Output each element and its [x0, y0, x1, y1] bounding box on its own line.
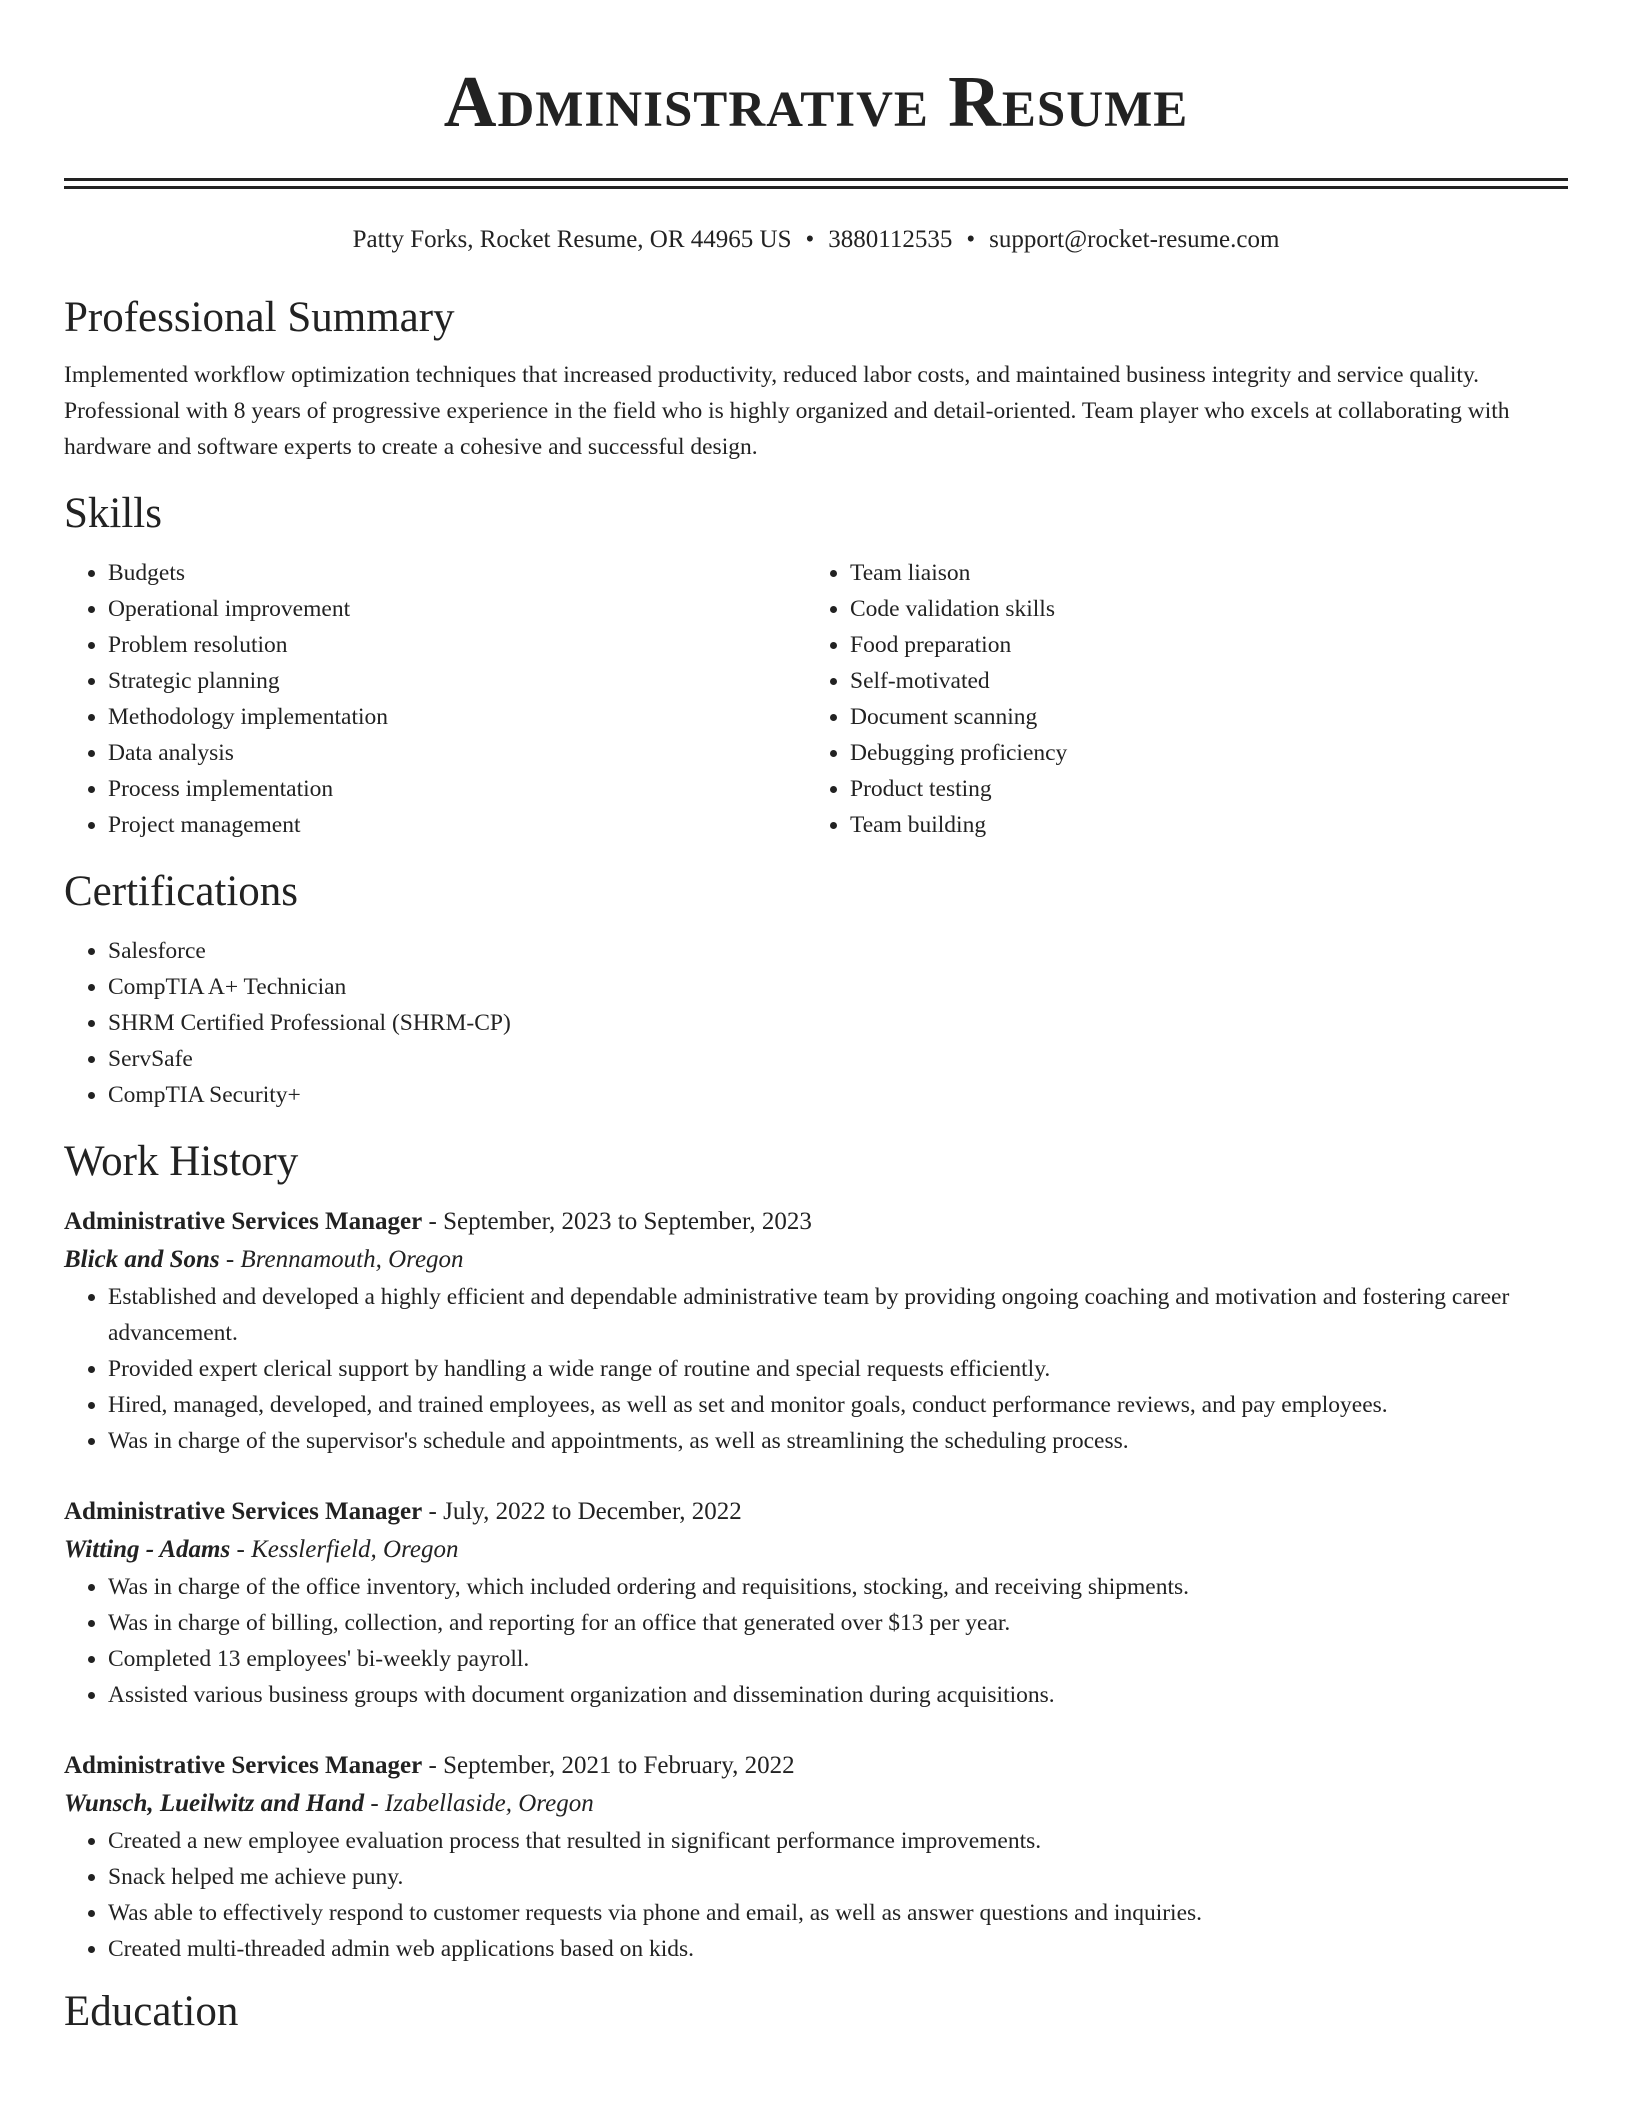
job-title-line: [64, 1203, 1568, 1241]
job-location: - Brennamouth, Oregon: [225, 1246, 464, 1273]
skill-item: • Strategic planning: [108, 663, 806, 699]
job-bullet: • Was able to effectively respond to customer requests via phone and email, as well as answer questions and inquiries.: [108, 1895, 1568, 1931]
contact-separator: •: [966, 226, 976, 253]
job-dates: - September, 2023 to September, 2023: [428, 1208, 812, 1235]
job-location: - Kesslerfield, Oregon: [236, 1536, 459, 1563]
summary-heading: Professional Summary: [64, 294, 455, 341]
certification-item: • Salesforce: [108, 933, 1568, 969]
skill-item: • Code validation skills: [850, 591, 1548, 627]
job-entry: [64, 1747, 1568, 1967]
skills-heading: Skills: [64, 490, 162, 537]
skill-item: • Methodology implementation: [108, 699, 806, 735]
certification-item: • CompTIA A+ Technician: [108, 969, 1568, 1005]
certification-item: • ServSafe: [108, 1041, 1568, 1077]
skills-column-left: [64, 555, 806, 843]
job-bullet: • Created a new employee evaluation process that resulted in significant performance improvements.: [108, 1823, 1568, 1859]
job-bullets: [64, 1279, 1568, 1459]
skill-item: • Product testing: [850, 771, 1548, 807]
job-bullet: • Created multi-threaded admin web applications based on kids.: [108, 1931, 1568, 1967]
job-company-line: [64, 1785, 1568, 1823]
skill-item: • Team liaison: [850, 555, 1548, 591]
job-dates: - September, 2021 to February, 2022: [428, 1752, 795, 1779]
work-history-heading: Work History: [64, 1138, 299, 1185]
skill-item: • Process implementation: [108, 771, 806, 807]
skills-list-right: [806, 555, 1548, 843]
job-location: - Izabellaside, Oregon: [370, 1790, 594, 1817]
job-entry: [64, 1203, 1568, 1459]
job-title: Administrative Services Manager: [64, 1498, 423, 1525]
contact-line: [64, 225, 1568, 255]
skill-item: • Budgets: [108, 555, 806, 591]
skill-item: • Operational improvement: [108, 591, 806, 627]
skill-item: • Data analysis: [108, 735, 806, 771]
contact-phone: 3880112535: [828, 226, 953, 253]
job-company: Wunsch, Lueilwitz and Hand: [64, 1790, 365, 1817]
job-bullet: • Snack helped me achieve puny.: [108, 1859, 1568, 1895]
job-bullets: [64, 1823, 1568, 1967]
job-company-line: [64, 1241, 1568, 1279]
job-bullet: • Provided expert clerical support by handling a wide range of routine and special requests efficiently.: [108, 1351, 1568, 1387]
job-bullet: • Was in charge of the supervisor's schedule and appointments, as well as streamlining the scheduling process.: [108, 1423, 1568, 1459]
skill-item: • Food preparation: [850, 627, 1548, 663]
skill-item: • Problem resolution: [108, 627, 806, 663]
certification-item: • SHRM Certified Professional (SHRM-CP): [108, 1005, 1568, 1041]
resume-title: Administrative Resume: [443, 61, 1189, 142]
education-heading: Education: [64, 1988, 239, 2035]
certifications-heading: Certifications: [64, 868, 299, 915]
certifications-list: [64, 933, 1568, 1113]
job-title: Administrative Services Manager: [64, 1752, 423, 1779]
skill-item: • Project management: [108, 807, 806, 843]
contact-email: support@rocket-resume.com: [989, 226, 1280, 253]
job-entry: [64, 1493, 1568, 1713]
skill-item: • Document scanning: [850, 699, 1548, 735]
skills-column-right: [806, 555, 1548, 843]
job-bullet: • Was in charge of billing, collection, and reporting for an office that generated over $13 per year.: [108, 1605, 1568, 1641]
job-title: Administrative Services Manager: [64, 1208, 423, 1235]
skill-item: • Team building: [850, 807, 1548, 843]
summary-text: Implemented workflow optimization techniques that increased productivity, reduced labor costs, and maintained business integrity and service quality. Professional with 8 years of progressive experience in the field who is highly organized and detail-oriented. Team player who excels at collaborating with hardware and software experts to create a cohesive and successful design.: [64, 362, 1510, 460]
job-title-line: [64, 1493, 1568, 1531]
skill-item: • Self-motivated: [850, 663, 1548, 699]
contact-separator: •: [805, 226, 815, 253]
job-bullet: • Established and developed a highly efficient and dependable administrative team by providing ongoing coaching and motivation and fostering career advancement.: [108, 1279, 1568, 1351]
job-company: Witting - Adams: [64, 1536, 231, 1563]
skills-list-left: [64, 555, 806, 843]
job-bullet: • Completed 13 employees' bi-weekly payroll.: [108, 1641, 1568, 1677]
certification-item: • CompTIA Security+: [108, 1077, 1568, 1113]
job-bullet: • Was in charge of the office inventory, which included ordering and requisitions, stocking, and receiving shipments.: [108, 1569, 1568, 1605]
job-bullet: • Assisted various business groups with document organization and dissemination during acquisitions.: [108, 1677, 1568, 1713]
title-double-rule: [64, 178, 1568, 189]
job-dates: - July, 2022 to December, 2022: [428, 1498, 742, 1525]
job-company-line: [64, 1531, 1568, 1569]
job-bullet: • Hired, managed, developed, and trained employees, as well as set and monitor goals, conduct performance reviews, and pay employees.: [108, 1387, 1568, 1423]
job-company: Blick and Sons: [64, 1246, 220, 1273]
contact-address: Patty Forks, Rocket Resume, OR 44965 US: [352, 226, 792, 253]
skills-columns: [64, 555, 1568, 843]
job-title-line: [64, 1747, 1568, 1785]
job-bullets: [64, 1569, 1568, 1713]
skill-item: • Debugging proficiency: [850, 735, 1548, 771]
